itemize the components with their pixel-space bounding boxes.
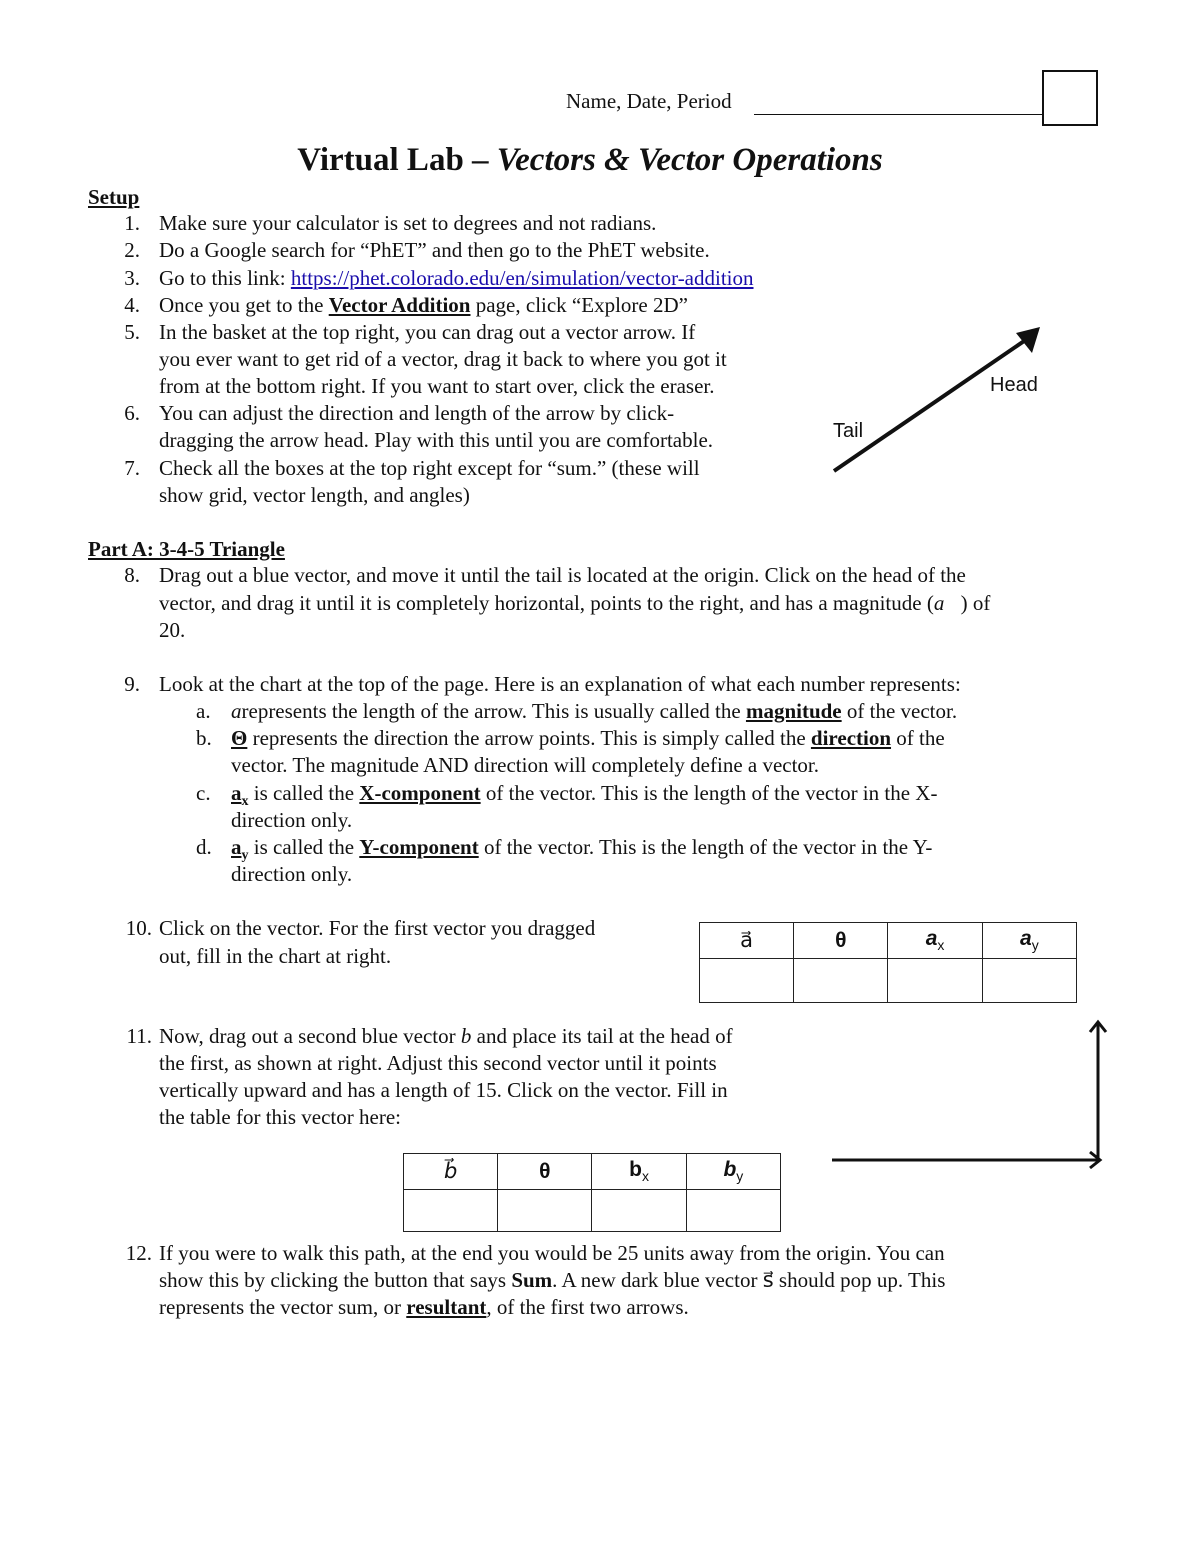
header-ax: $a_x$ — [888, 923, 982, 959]
item-9c-line-1: $a_x$ is called the X-component of the vector. This is the length of the vector in the X- — [231, 781, 938, 810]
table-header-row — [404, 1154, 781, 1190]
item-11-line-1: Now, drag out a second blue vector b and place its tail at the head of — [159, 1024, 733, 1048]
item-12-num: 12. — [125, 1241, 152, 1265]
item-9b-line-2: vector. The magnitude AND direction will completely define a vector. — [231, 753, 820, 777]
header-ay: $a_y$ — [982, 923, 1076, 959]
setup-item-2-num: 2. — [124, 238, 140, 262]
setup-heading: Setup — [88, 185, 140, 209]
setup-item-1-num: 1. — [124, 211, 140, 235]
vector-arrow-shaft — [834, 337, 1030, 471]
item-9b-line-1: Θ represents the direction the arrow points. This is simply called the direction of the — [231, 726, 945, 750]
input-cell-ax[interactable] — [888, 959, 982, 1003]
vector-b-table — [403, 1153, 781, 1232]
input-cell-ay[interactable] — [982, 959, 1076, 1003]
name-date-period-label: Name, Date, Period — [566, 89, 732, 113]
input-cell-magnitude-b[interactable] — [404, 1190, 498, 1232]
setup-item-7-line-2: show grid, vector length, and angles) — [159, 483, 470, 507]
part-a-heading: Part A: 3-4-5 Triangle — [88, 537, 285, 561]
item-9a: arepresents the length of the arrow. This is usually called the magnitude of the vector. — [231, 699, 958, 723]
head-label: Head — [990, 374, 1038, 396]
setup-item-1: Make sure your calculator is set to degrees and not radians. — [159, 211, 657, 235]
setup-item-2: Do a Google search for “PhET” and then go to the PhET website. — [159, 238, 710, 262]
setup-item-4-num: 4. — [124, 293, 140, 317]
vector-a-symbol: a⃗ — [933, 591, 961, 615]
item-9-line: Look at the chart at the top of the page. Here is an explanation of what each number represents: — [159, 672, 961, 696]
item-9c-label: c. — [196, 781, 211, 805]
item-12-line-1: If you were to walk this path, at the end you would be 25 units away from the origin. You can — [159, 1241, 945, 1265]
setup-item-4: Once you get to the Vector Addition page, click “Explore 2D” — [159, 293, 688, 317]
item-9d-line-1: $a_y$ is called the Y-component of the vector. This is the length of the vector in the Y- — [231, 835, 933, 864]
item-10-num: 10. — [125, 916, 152, 940]
header-theta: θ — [498, 1154, 592, 1190]
item-11-num: 11. — [126, 1024, 152, 1048]
setup-item-5-line-2: you ever want to get rid of a vector, drag it back to where you got it — [159, 347, 727, 371]
setup-item-6-line-2: dragging the arrow head. Play with this until you are comfortable. — [159, 428, 714, 452]
item-9d-label: d. — [196, 835, 212, 859]
item-11-line-3: vertically upward and has a length of 15. Click on the vector. Fill in — [159, 1078, 728, 1102]
head-tail-arrow-diagram — [820, 315, 1060, 485]
setup-item-5-num: 5. — [124, 320, 140, 344]
item-12-line-2: show this by clicking the button that says Sum. A new dark blue vector s⃗ should pop up. This — [159, 1268, 946, 1292]
item-9c-line-2: direction only. — [231, 808, 353, 832]
input-cell-theta-a[interactable] — [794, 959, 888, 1003]
setup-item-7-line-1: Check all the boxes at the top right except for “sum.” (these will — [159, 456, 700, 480]
input-cell-by[interactable] — [686, 1190, 780, 1232]
item-8-num: 8. — [124, 563, 140, 587]
item-11-line-4: the table for this vector here: — [159, 1105, 401, 1129]
item-10-line-1: Click on the vector. For the first vector you dragged — [159, 916, 596, 940]
phet-link[interactable]: https://phet.colorado.edu/en/simulation/vector-addition — [290, 266, 754, 290]
table-row — [700, 959, 1077, 1003]
header-magnitude-b: b⃗ — [404, 1154, 498, 1190]
table-header-row — [700, 923, 1077, 959]
input-cell-bx[interactable] — [592, 1190, 686, 1232]
vector-a-table — [699, 922, 1077, 1003]
item-12-line-3: represents the vector sum, or resultant, of the first two arrows. — [159, 1295, 689, 1319]
name-field-line[interactable] — [754, 114, 1042, 115]
item-8-line-3: 20. — [159, 618, 186, 642]
item-10-line-2: out, fill in the chart at right. — [159, 944, 392, 968]
setup-item-3-num: 3. — [124, 266, 140, 290]
arrow-head-icon — [1016, 327, 1040, 353]
item-11-line-2: the first, as shown at right. Adjust this second vector until it points — [159, 1051, 717, 1075]
header-magnitude-a: a⃗ — [700, 923, 794, 959]
header-by: $b_y$ — [686, 1154, 780, 1190]
setup-item-6-num: 6. — [124, 401, 140, 425]
item-9b-label: b. — [196, 726, 212, 750]
item-8-line-1: Drag out a blue vector, and move it until the tail is located at the origin. Click on the head of the — [159, 563, 966, 587]
setup-item-6-line-1: You can adjust the direction and length of the arrow by click- — [159, 401, 675, 425]
item-8-line-2: vector, and drag it until it is completely horizontal, points to the right, and has a magnitude (a⃗) of — [159, 591, 991, 615]
input-cell-magnitude-a[interactable] — [700, 959, 794, 1003]
header-bx: $b_x$ — [592, 1154, 686, 1190]
item-9d-line-2: direction only. — [231, 862, 353, 886]
header-theta: θ — [794, 923, 888, 959]
score-box[interactable] — [1042, 70, 1098, 126]
setup-item-7-num: 7. — [124, 456, 140, 480]
tail-label: Tail — [833, 420, 864, 442]
item-9-num: 9. — [124, 672, 140, 696]
input-cell-theta-b[interactable] — [498, 1190, 592, 1232]
table-row — [404, 1190, 781, 1232]
page-title: Virtual Lab – Vectors & Vector Operations — [297, 142, 883, 178]
item-9a-label: a. — [196, 699, 211, 723]
vector-path-diagram — [828, 1016, 1118, 1176]
setup-item-5-line-1: In the basket at the top right, you can drag out a vector arrow. If — [159, 320, 696, 344]
setup-item-5-line-3: from at the bottom right. If you want to start over, click the eraser. — [159, 374, 715, 398]
setup-item-3: Go to this link: https://phet.colorado.edu/en/simulation/vector-addition — [159, 266, 754, 290]
